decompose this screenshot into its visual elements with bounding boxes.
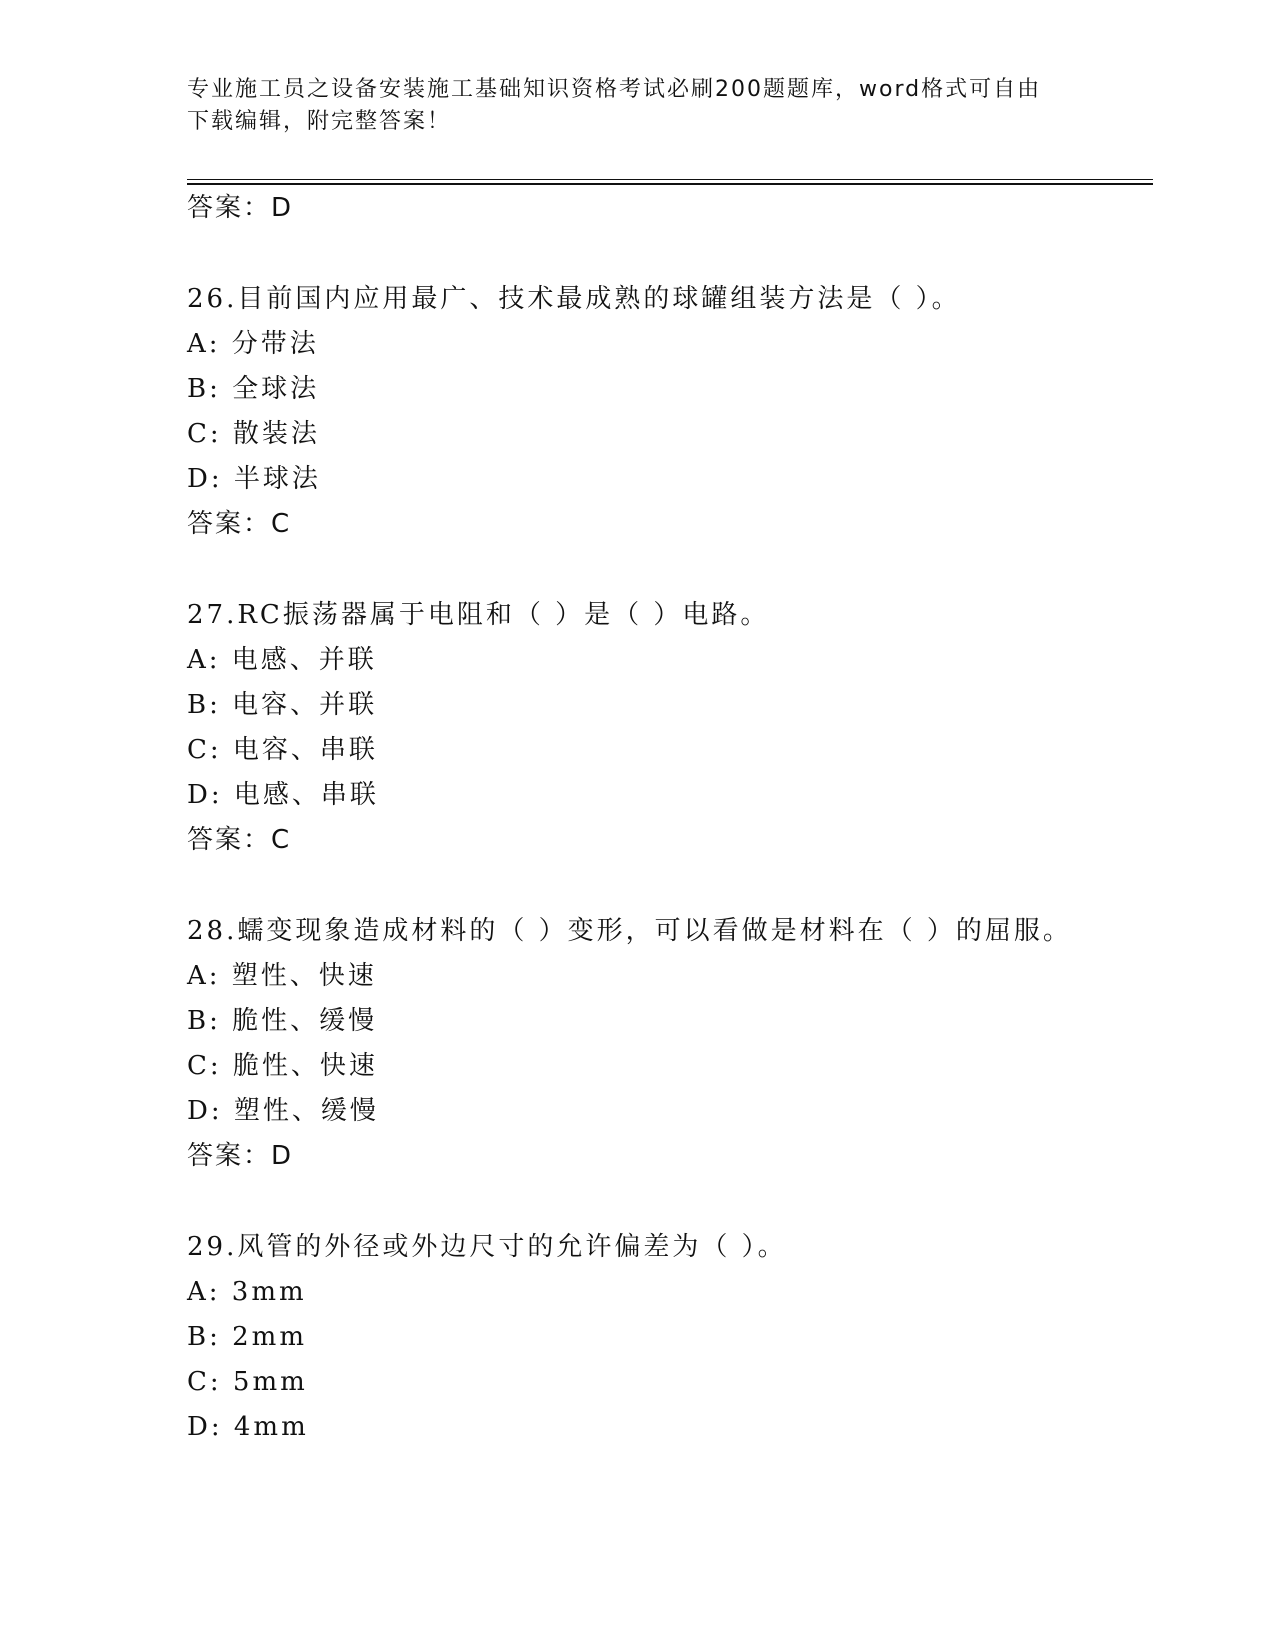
question-28-text: 28.蠕变现象造成材料的（ ）变形，可以看做是材料在（ ）的屈服。 — [187, 916, 1072, 946]
question-26-option-c: C: 散装法 — [187, 419, 320, 449]
question-29-option-b: B: 2mm — [187, 1322, 307, 1352]
question-27-option-b: B: 电容、并联 — [187, 690, 378, 720]
header-divider-thick — [187, 183, 1153, 185]
answer-26: 答案：C — [187, 509, 292, 539]
answer-27: 答案：C — [187, 825, 292, 855]
document-header — [187, 74, 1087, 138]
question-26-text: 26.目前国内应用最广、技术最成熟的球罐组装方法是（ ）。 — [187, 284, 961, 314]
question-28-option-c: C: 脆性、快速 — [187, 1051, 378, 1081]
answer-25: 答案：D — [187, 193, 294, 223]
question-26-option-a: A: 分带法 — [187, 329, 319, 359]
question-26-option-b: B: 全球法 — [187, 374, 320, 404]
question-27-option-a: A: 电感、并联 — [187, 645, 377, 675]
question-28-option-b: B: 脆性、缓慢 — [187, 1006, 378, 1036]
question-28-option-d: D: 塑性、缓慢 — [187, 1096, 379, 1126]
question-26-option-d: D: 半球法 — [187, 464, 321, 494]
question-27-text: 27.RC振荡器属于电阻和（ ）是（ ）电路。 — [187, 600, 770, 630]
question-29-option-a: A: 3mm — [187, 1277, 307, 1307]
question-29-text: 29.风管的外径或外边尺寸的允许偏差为（ ）。 — [187, 1232, 787, 1262]
header-line-1: 专业施工员之设备安装施工基础知识资格考试必刷200题题库，word格式可自由 — [187, 77, 1042, 102]
header-line-2: 下载编辑，附完整答案！ — [187, 109, 452, 134]
answer-28: 答案：D — [187, 1141, 294, 1171]
question-29-option-d: D: 4mm — [187, 1412, 309, 1442]
header-divider-thin — [187, 179, 1153, 180]
question-27-option-d: D: 电感、串联 — [187, 780, 379, 810]
question-28-option-a: A: 塑性、快速 — [187, 961, 377, 991]
question-27-option-c: C: 电容、串联 — [187, 735, 378, 765]
question-29-option-c: C: 5mm — [187, 1367, 308, 1397]
